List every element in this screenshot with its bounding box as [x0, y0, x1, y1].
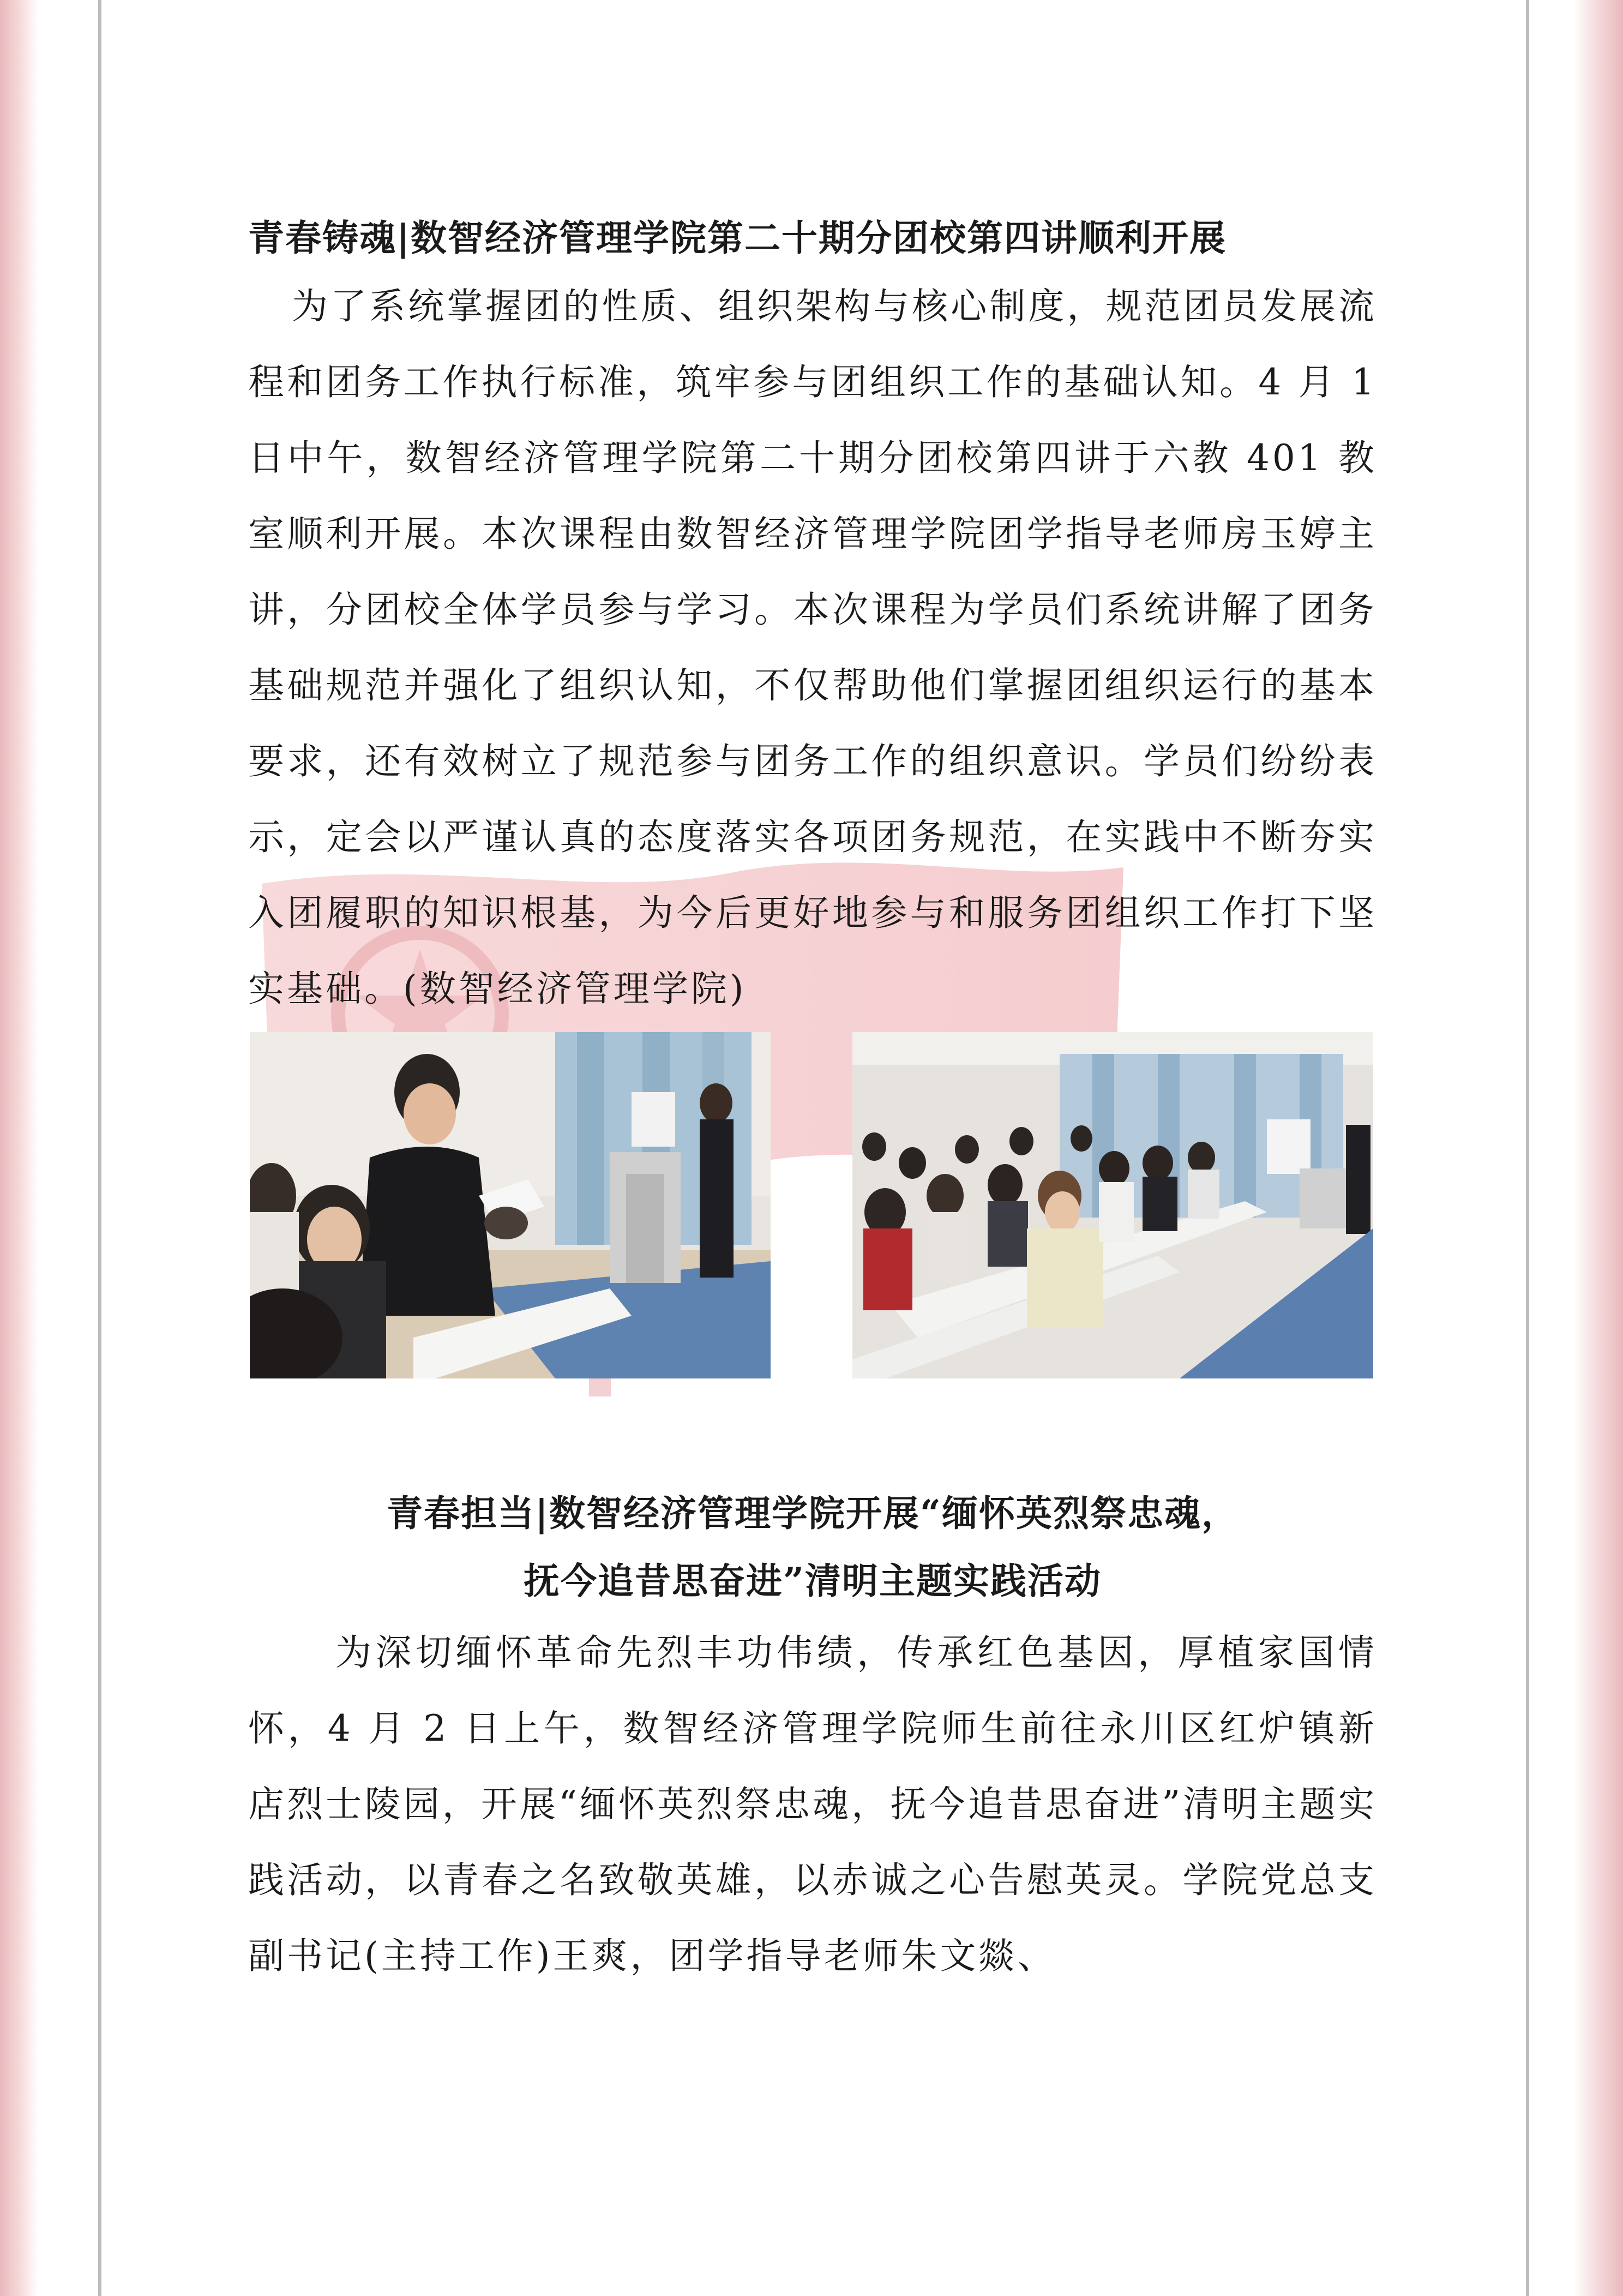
- article2-title-line1: 青春担当|数智经济管理学院开展“缅怀英烈祭忠魂，: [387, 1492, 1239, 1534]
- photo-row: [248, 1032, 1377, 1381]
- page-rule-right: [1526, 0, 1529, 2296]
- page-border-left: [0, 0, 38, 2296]
- article1-title: 青春铸魂|数智经济管理学院第二十期分团校第四讲顺利开展: [248, 217, 1227, 259]
- article1-body: 为了系统掌握团的性质、组织架构与核心制度，规范团员发展流程和团务工作执行标准，筑牢参与团组织工作的基础认知。4 月 1 日中午，数智经济管理学院第二十期分团校第四讲于六教 401 教室顺利开展。本次课程由数智经济管理学院团学指导老师房玉婷主讲，分团校全体学员参与学习。本次课程为学员们系统讲解了团务基础规范并强化了组织认知，不仅帮助他们掌握团组织运行的基本要求，还有效树立了规范参与团务工作的组织意识。学员们纷纷表示，定会以严谨认真的态度落实各项团务规范，在实践中不断夯实入团履职的知识根基，为今后更好地参与和服务团组织工作打下坚实基础。(数智经济管理学院): [248, 285, 1377, 1010]
- page-border-right: [1574, 0, 1623, 2296]
- page-rule-left: [98, 0, 101, 2296]
- document-body: [248, 207, 1377, 1994]
- classroom-photo-students-notes: [852, 1032, 1373, 1378]
- article2-title-line2: 抚今追昔思奋进”清明主题实践活动: [524, 1560, 1102, 1602]
- classroom-photo-student-reading: [250, 1032, 771, 1378]
- article2-body: 为深切缅怀革命先烈丰功伟绩，传承红色基因，厚植家国情怀，4 月 2 日上午，数智经济管理学院师生前往永川区红炉镇新店烈士陵园，开展“缅怀英烈祭忠魂，抚今追昔思奋进”清明主题实践活动，以青春之名致敬英雄，以赤诚之心告慰英灵。学院党总支副书记(主持工作)王爽，团学指导老师朱文燚、: [248, 1632, 1377, 1977]
